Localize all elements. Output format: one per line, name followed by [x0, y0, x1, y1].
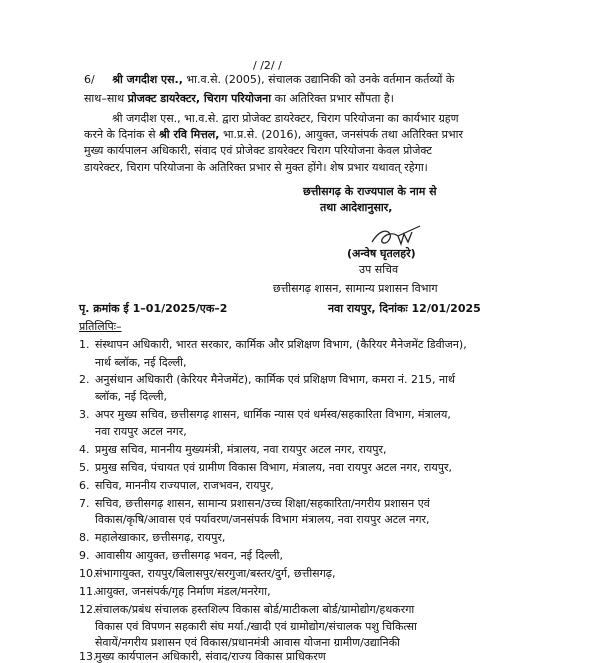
copy-item-line: नवा रायपुर अटल नगर,	[95, 425, 187, 438]
copy-item-number: 5.	[79, 461, 90, 474]
para6-s2-line2-post: भा.प्र.से. (2016), आयुक्त, जनसंपर्क तथा अतिरिक्त प्रभार	[219, 128, 463, 141]
copy-item-line: विकास एवं विपणन सहकारी संघ मर्या./खादी एवं ग्रामोद्योग/संचालक पशु चिकित्सा	[95, 620, 417, 633]
para6-line1-text: भा.व.से. (2005), संचालक उद्यानिकी को उनके वर्तमान कर्तव्यों के	[182, 73, 455, 86]
copy-item-number: 10.	[79, 567, 97, 580]
copy-item-line: संस्थापन अधिकारी, भारत सरकार, कार्मिक और प्रशिक्षण विभाग, (कैरियर मैनेजमेंट डिवीजन),	[95, 338, 467, 351]
para6-line1	[84, 73, 454, 86]
copy-item-number: 7.	[79, 497, 90, 510]
copy-item-line: संभागायुक्त, रायपुर/बिलासपुर/सरगुजा/बस्तर/दुर्ग, छत्तीसगढ़,	[95, 567, 336, 580]
copy-item-number: 9.	[79, 549, 90, 562]
copy-item-line: ब्लॉक, नई दिल्ली,	[95, 390, 168, 403]
copy-item-line: अनुसंधान अधिकारी (केरियर मैनेजमेंट), कार्मिक एवं प्रशिक्षण विभाग, कमरा नं. 215, नार्थ	[95, 373, 455, 386]
copy-item-line: नार्थ ब्लॉक, नई दिल्ली,	[95, 356, 187, 369]
copy-item-number: 4.	[79, 443, 90, 456]
para6-line2-bold: प्रोजक्ट डायरेक्टर, चिराग परियोजना	[127, 92, 272, 105]
signatory-department: छत्तीसगढ़ शासन, सामान्य प्रशासन विभाग	[273, 282, 438, 295]
copy-item-line: संचालक/प्रबंध संचालक हस्तशिल्प विकास बोर्ड/माटीकला बोर्ड/ग्रामोद्योग/हथकरगा	[95, 603, 415, 616]
copy-item-line: मुख्य कार्यपालन अधिकारी, संवाद/राज्य विकास प्राधिकरण	[95, 650, 326, 663]
copy-item-line: आवासीय आयुक्त, छत्तीसगढ़ भवन, नई दिल्ली,	[95, 549, 284, 562]
para6-officer-name: श्री जगदीश एस.,	[112, 73, 183, 86]
para6-s2-line4: डायरेक्टर, चिराग परियोजना के अतिरिक्त प्रभार से मुक्त होंगे। शेष प्रभार यथावत् रहेगा।	[84, 161, 428, 174]
copy-item-number: 2.	[79, 373, 90, 386]
copy-item-line: विकास/कृषि/आवास एवं पर्यावरण/जनसंपर्क विभाग मंत्रालय, नवा रायपुर अटल नगर,	[95, 513, 430, 526]
para6-line2-post: का अतिरिक्त प्रभार सौंपता है।	[271, 92, 394, 105]
para6-s2-line2	[84, 128, 463, 141]
copy-item-number: 6.	[79, 479, 90, 492]
copy-item-line: अपर मुख्य सचिव, छत्तीसगढ़ शासन, धार्मिक न्यास एवं धर्मस्व/सहकारिता विभाग, मंत्रालय,	[95, 408, 451, 421]
para6-line2-pre: साथ–साथ	[84, 92, 128, 105]
copy-item-line: प्रमुख सचिव, पंचायत एवं ग्रामीण विकास विभाग, मंत्रालय, नवा रायपुर अटल नगर, रायपुर,	[95, 461, 453, 474]
copy-item-line: आयुक्त, जनसंपर्क/गृह निर्माण मंडल/मनरेगा,	[95, 585, 271, 598]
para6-number: 6/	[84, 73, 95, 86]
copy-item-number: 11.	[79, 585, 97, 598]
endorsement-place-date: नवा रायपुर, दिनांकः 12/01/2025	[328, 302, 481, 315]
signatory-designation: उप सचिव	[359, 263, 399, 276]
para6-line2	[84, 92, 394, 105]
copy-item-line: प्रमुख सचिव, माननीय मुख्यमंत्री, मंत्रालय, नवा रायपुर अटल नगर, रायपुर,	[95, 443, 387, 456]
copies-heading: प्रतिलिपिः–	[79, 320, 122, 333]
governor-line2: तथा आदेशानुसार,	[320, 201, 393, 214]
copy-item-line: सेवायें/नगरीय प्रशासन एवं विकास/प्रधानमंत्री आवास योजना ग्रामीण/उद्यानिकी	[95, 636, 400, 649]
page-marker: / /2/ /	[253, 59, 282, 72]
para6-s2-line2-bold: श्री रवि मित्तल,	[159, 128, 220, 141]
copy-item-number: 13.	[79, 650, 97, 663]
copy-item-number: 1.	[79, 338, 90, 351]
copy-item-number: 12.	[79, 603, 97, 616]
para6-s2-line2-pre: करने के दिनांक से	[84, 128, 160, 141]
para6-s2-line1: श्री जगदीश एस., भा.व.से. द्वारा प्रोजेक्ट डायरेक्टर, चिराग परियोजना का कार्यभार ग्रहण	[112, 112, 459, 125]
signatory-name: (अन्वेष घृतलहरे)	[347, 247, 416, 260]
copy-item-number: 3.	[79, 408, 90, 421]
copy-item-number: 8.	[79, 531, 90, 544]
copy-item-line: सचिव, छत्तीसगढ़ शासन, सामान्य प्रशासन/उच्च शिक्षा/सहकारिता/नगरीय प्रशासन एवं	[95, 497, 430, 510]
para6-s2-line3: मुख्य कार्यपालन अधिकारी, संवाद एवं प्रोजेक्ट डायरेक्टर चिराग परियोजना केवल प्रोजेक्ट	[84, 144, 432, 157]
governor-line1: छत्तीसगढ़ के राज्यपाल के नाम से	[303, 185, 437, 198]
copy-item-line: महालेखाकार, छत्तीसगढ़, रायपुर,	[95, 531, 226, 544]
endorsement-number: पृ. क्रमांक ई 1–01/2025/एक–2	[79, 302, 228, 315]
copy-item-line: सचिव, माननीय राज्यपाल, राजभवन, रायपुर,	[95, 479, 274, 492]
